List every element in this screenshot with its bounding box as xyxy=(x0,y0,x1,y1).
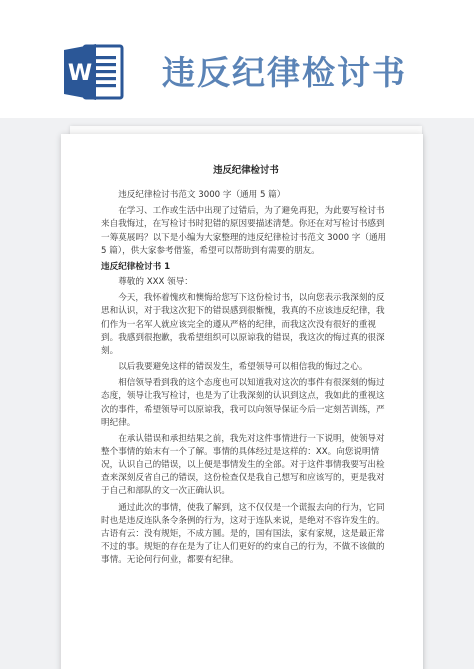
document-paragraphs xyxy=(101,189,391,567)
document-body xyxy=(101,164,391,570)
paragraph: 在承认错误和承担结果之前，我先对这件事情进行一下说明，使领导对整个事情的始末有一个了解。事情的具体经过是这样的：XX。向您说明情况，认识自己的错误，以上便是事情发生的全部。对于这件事情我要写出检查来深刻反省自己的错误，这份检查仅是我自己想写和应该写的，更是我对于自己和部队的文一次正确认识。 xyxy=(101,433,385,497)
document-page xyxy=(61,134,423,669)
banner-title: 违反纪律检讨书 xyxy=(162,53,407,92)
document-preview-area xyxy=(0,118,474,669)
word-document-icon xyxy=(62,40,126,104)
paragraph: 相信领导看到我的这个态度也可以知道我对这次的事件有很深刻的悔过态度，领导让我写检讨，也是为了让我深刻的认识到这点，我如此的重视这次的事件，希望领导可以原谅我，我可以向领导保证今后一定刻苦训练，严明纪律。 xyxy=(101,378,385,428)
paragraph: 在学习、工作或生活中出现了过错后，为了避免再犯，为此要写检讨书来自我悔过，在写检讨书时犯错的原因要描述清楚。你还在对写检讨书感到一筹莫展吗？以下是小编为大家整理的违反纪律检讨书范文 3000 字（通用 5 篇），供大家参考借鉴，希望可以帮助到有需要的朋友。 xyxy=(101,206,387,256)
paragraph: 以后我要避免这样的错误发生，希望领导可以相信我的悔过之心。 xyxy=(118,362,368,373)
paragraph: 今天，我怀着愧疚和懊悔给您写下这份检讨书，以向您表示我深刻的反思和认识，对于我这次犯下的错误感到很惭愧，我真的不应该违反纪律，我们作为一名军人就应该完全的遵从严格的纪律，而我这次没有很好的重视到。我感到很抱歉，我希望组织可以原谅我的错误，我这次的悔过真的很深刻。 xyxy=(101,293,385,356)
banner-header xyxy=(0,0,474,120)
paragraph: 通过此次的事情，使我了解到，这不仅仅是一个谎报去向的行为，它同时也是违反连队条令条例的行为，这对于连队来说，是绝对不容许发生的。古语有云：没有规矩，不成方圆。是的，国有国法，家有家规，这是最正常不过的事。规矩的存在是为了让人们更好的约束自己的行为，不做不该做的事情。无论何行何业，都要有纪律。 xyxy=(101,502,385,566)
section-heading: 违反纪律检讨书 1 xyxy=(101,261,171,272)
document-title: 违反纪律检讨书 xyxy=(213,165,279,176)
paragraph: 违反纪律检讨书范文 3000 字（通用 5 篇） xyxy=(118,190,286,201)
svg-text:W: W xyxy=(67,61,93,86)
greeting-line: 尊敬的 XXX 领导： xyxy=(118,277,193,288)
